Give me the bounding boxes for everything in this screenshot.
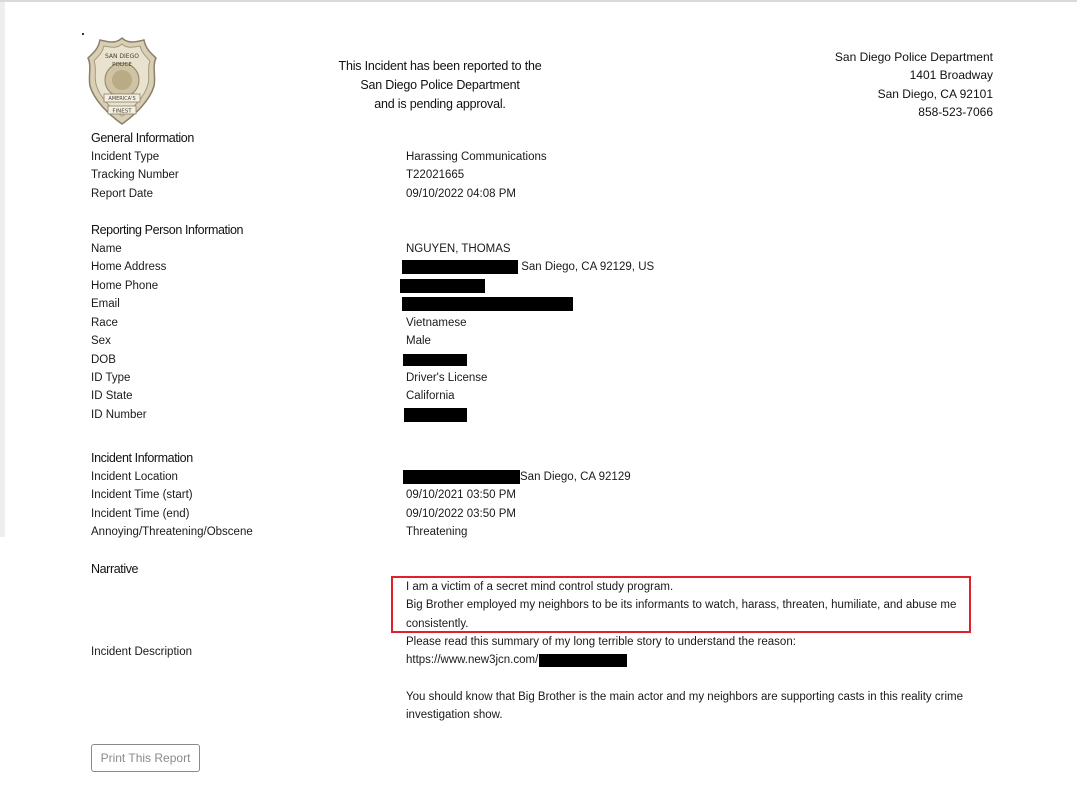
badge-text-3: AMERICA'S xyxy=(108,96,136,102)
home-phone-row xyxy=(91,277,991,295)
id-type-label: ID Type xyxy=(91,372,131,384)
incident-end-row xyxy=(91,505,991,523)
redaction-bar xyxy=(403,470,520,484)
race-value: Vietnamese xyxy=(406,317,467,329)
home-address-value xyxy=(402,258,654,276)
badge-text-2: POLICE xyxy=(112,62,132,68)
tracking-number-label: Tracking Number xyxy=(91,169,179,181)
dob-row xyxy=(91,351,991,369)
desc-line-3: Please read this summary of my long terrible story to understand the reason: xyxy=(406,635,796,648)
sex-value: Male xyxy=(406,335,431,347)
home-address-label: Home Address xyxy=(91,261,167,273)
incident-start-value: 09/10/2021 03:50 PM xyxy=(406,489,516,501)
redaction-bar xyxy=(404,408,467,422)
email-label: Email xyxy=(91,298,120,310)
print-report-button[interactable]: Print This Report xyxy=(91,744,200,772)
home-address-visible: San Diego, CA 92129, US xyxy=(521,261,655,273)
incident-location-visible: San Diego, CA 92129 xyxy=(520,471,631,483)
id-number-label: ID Number xyxy=(91,409,147,421)
incident-type-value: Harassing Communications xyxy=(406,151,547,163)
incident-start-label: Incident Time (start) xyxy=(91,489,193,501)
report-date-value: 09/10/2022 04:08 PM xyxy=(406,188,516,200)
id-type-value: Driver's License xyxy=(406,372,488,384)
sex-label: Sex xyxy=(91,335,111,347)
narrative-title: Narrative xyxy=(91,562,139,576)
home-phone-value xyxy=(400,277,485,295)
race-row xyxy=(91,314,991,332)
department-address xyxy=(835,48,993,121)
desc-link: https://www.new3jcn.com/ xyxy=(406,654,539,667)
general-info-title: General Information xyxy=(91,131,194,145)
incident-info-title: Incident Information xyxy=(91,451,193,465)
id-state-label: ID State xyxy=(91,390,133,402)
notice-line-3: and is pending approval. xyxy=(374,97,506,111)
home-address-row xyxy=(91,258,991,276)
dob-label: DOB xyxy=(91,354,116,366)
tracking-number-row xyxy=(91,166,991,184)
incident-description-label: Incident Description xyxy=(91,646,192,658)
speck xyxy=(82,33,84,35)
badge-text-1: SAN DIEGO xyxy=(105,53,139,60)
ato-label: Annoying/Threatening/Obscene xyxy=(91,526,253,538)
id-state-value: California xyxy=(406,390,455,402)
department-street: 1401 Broadway xyxy=(909,68,993,83)
incident-location-label: Incident Location xyxy=(91,471,178,483)
left-gutter xyxy=(0,2,5,537)
notice-line-1: This Incident has been reported to the xyxy=(338,59,542,73)
incident-end-value: 09/10/2022 03:50 PM xyxy=(406,508,516,520)
tracking-number-value: T22021665 xyxy=(406,169,465,181)
pending-notice xyxy=(300,57,580,114)
desc-line-1: I am a victim of a secret mind control study program. xyxy=(406,581,674,593)
ato-row xyxy=(91,523,991,541)
name-label: Name xyxy=(91,243,122,255)
notice-line-2: San Diego Police Department xyxy=(360,78,520,92)
incident-type-row xyxy=(91,148,991,166)
redaction-bar xyxy=(400,279,485,293)
department-name: San Diego Police Department xyxy=(834,50,993,64)
incident-location-row xyxy=(91,468,991,486)
department-city: San Diego, CA 92101 xyxy=(877,86,993,101)
redaction-bar xyxy=(403,354,467,366)
id-state-row xyxy=(91,387,991,405)
police-badge-icon xyxy=(84,36,160,126)
desc-link-line xyxy=(406,651,976,669)
top-border xyxy=(0,0,1077,2)
race-label: Race xyxy=(91,317,118,329)
desc-blank-line xyxy=(406,669,976,687)
desc-line-2: Big Brother employed my neighbors to be its informants to watch, harass, threaten, humiliate, and abuse me consistently. xyxy=(406,599,957,630)
incident-start-row xyxy=(91,486,991,504)
incident-end-label: Incident Time (end) xyxy=(91,508,190,520)
id-type-row xyxy=(91,369,991,387)
desc-line-4: You should know that Big Brother is the main actor and my neighbors are supporting casts in this reality crime investigation show. xyxy=(406,690,963,722)
home-phone-label: Home Phone xyxy=(91,280,159,292)
name-value: NGUYEN, THOMAS xyxy=(406,243,511,255)
email-row xyxy=(91,295,991,313)
id-number-value xyxy=(404,406,467,424)
incident-location-value xyxy=(403,468,631,486)
badge-text-4: FINEST xyxy=(112,108,132,115)
reporting-person-title: Reporting Person Information xyxy=(91,223,244,237)
id-number-row xyxy=(91,406,991,424)
redaction-bar xyxy=(539,654,627,667)
redaction-bar xyxy=(402,260,518,274)
incident-description xyxy=(406,578,976,724)
redaction-bar xyxy=(402,297,573,311)
ato-value: Threatening xyxy=(406,526,468,538)
sex-row xyxy=(91,332,991,350)
name-row xyxy=(91,240,991,258)
report-date-row xyxy=(91,185,991,203)
report-date-label: Report Date xyxy=(91,188,154,200)
email-value xyxy=(402,295,573,313)
department-phone: 858-523-7066 xyxy=(918,104,993,119)
dob-value xyxy=(403,351,467,369)
incident-type-label: Incident Type xyxy=(91,151,160,163)
